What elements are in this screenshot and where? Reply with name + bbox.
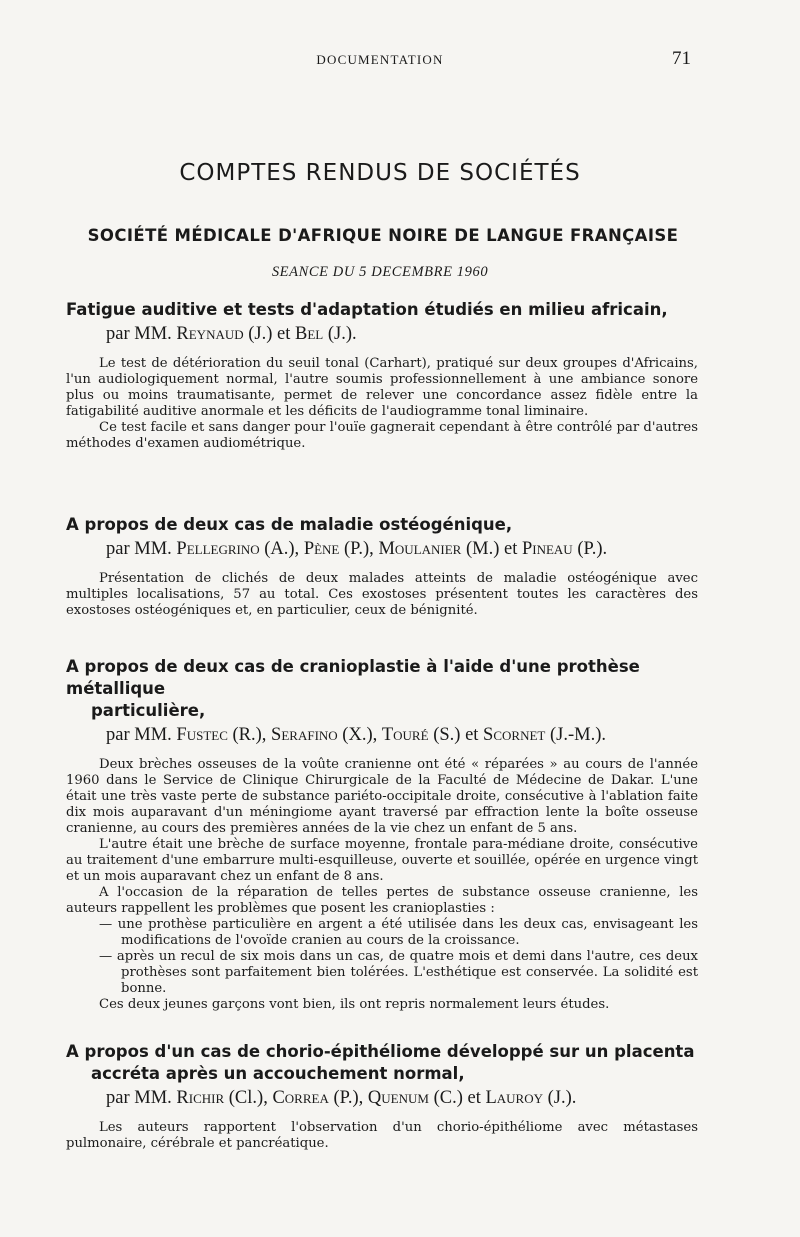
article-authors xyxy=(66,723,698,747)
article-authors xyxy=(66,322,698,346)
author-initials: (X.), xyxy=(342,725,378,745)
author-initials: (M.) xyxy=(465,539,500,559)
authors-conjunction: et xyxy=(465,725,479,745)
author-name: Bel xyxy=(295,324,324,344)
author-initials: (C.) xyxy=(433,1088,463,1108)
author-initials: (R.), xyxy=(232,725,267,745)
article-title xyxy=(66,656,698,722)
author-name: Pineau xyxy=(521,539,573,559)
author-initials: (J.). xyxy=(327,324,357,344)
author-name: Quenum xyxy=(367,1088,429,1108)
article-title xyxy=(66,1041,698,1085)
author-name: Serafino xyxy=(271,725,338,745)
article-paragraph: L'autre était une brèche de surface moyenne, frontale para-médiane droite, consécutive au traitement d'une embarrure multi-esquilleuse, ouverte et souillée, opérée en urgence vingt et un mois auparavant chez un enfant de 8 ans. xyxy=(66,837,698,884)
article-paragraph: Deux brèches osseuses de la voûte cranienne ont été « réparées » au cours de l'année 1960 dans le Service de Clinique Chirurgicale de la Faculté de Médecine de Dakar. L'une était une très vaste perte de substance pariéto-occipitale droite, consécutive à l'ablation faite dix mois auparavant d'un méningiome ayant traversé par effraction lente la boîte osseuse cranienne, au cours des premières années de la vie chez un enfant de 5 ans. xyxy=(66,757,698,836)
author-initials: (J.). xyxy=(547,1088,577,1108)
article-osteogenic-disease xyxy=(66,514,698,619)
running-head: DOCUMENTATION xyxy=(316,52,444,67)
author-name: Lauroy xyxy=(485,1088,544,1108)
author-name: Touré xyxy=(381,725,429,745)
author-initials: (P.). xyxy=(577,539,608,559)
author-initials: (S.) xyxy=(433,725,461,745)
article-title: Fatigue auditive et tests d'adaptation étudiés en milieu africain, xyxy=(66,300,668,319)
list-item: — une prothèse particulière en argent a été utilisée dans les deux cas, envisageant les modifications de l'ovoïde cranien au cours de la croissance. xyxy=(99,917,698,948)
author-name: Pellegrino xyxy=(176,539,260,559)
authors-prefix: par MM. xyxy=(106,324,172,344)
article-paragraph: Ce test facile et sans danger pour l'ouïe gagnerait cependant à être contrôlé par d'autres méthodes d'examen audiométrique. xyxy=(66,420,698,451)
article-paragraph: Le test de détérioration du seuil tonal (Carhart), pratiqué sur deux groupes d'Africains, l'un audiologiquement normal, l'autre soumis professionnellement à une ambiance sonore plus ou moins traumatisante, permet de relever une concordance assez fidèle entre la fatigabilité auditive anormale et les déficits de l'audiogramme tonal liminaire. xyxy=(66,356,698,419)
authors-prefix: par MM. xyxy=(106,1088,172,1108)
author-initials: (A.), xyxy=(264,539,300,559)
authors-prefix: par MM. xyxy=(106,725,172,745)
article-title-line: A propos d'un cas de chorio-épithéliome développé sur un placenta xyxy=(66,1042,695,1061)
list-item: — après un recul de six mois dans un cas, de quatre mois et demi dans l'autre, ces deux prothèses sont parfaitement bien tolérées. L'esthétique est conservée. La solidité est bonne. xyxy=(99,949,698,996)
article-hearing-fatigue xyxy=(66,299,698,452)
section-title: COMPTES RENDUS DE SOCIÉTÉS xyxy=(179,160,581,186)
article-title-line: A propos de deux cas de cranioplastie à l'aide d'une prothèse métallique xyxy=(66,657,640,698)
author-name: Moulanier xyxy=(378,539,462,559)
author-initials: (P.), xyxy=(333,1088,364,1108)
article-authors xyxy=(66,537,698,561)
article-cranioplasty xyxy=(66,656,698,1013)
authors-conjunction: et xyxy=(503,539,518,559)
article-choriocarcinoma xyxy=(66,1041,698,1152)
authors-conjunction: et xyxy=(277,324,291,344)
author-name: Scornet xyxy=(483,725,546,745)
author-name: Richir xyxy=(176,1088,225,1108)
article-title-line: particulière, xyxy=(91,701,206,720)
article-paragraph: Les auteurs rapportent l'observation d'un chorio-épithéliome avec métastases pulmonaire, cérébrale et pancréatique. xyxy=(66,1120,698,1151)
authors-conjunction: et xyxy=(467,1088,481,1108)
article-title-line: accréta après un accouchement normal, xyxy=(91,1064,465,1083)
article-authors xyxy=(66,1086,698,1110)
authors-prefix: par MM. xyxy=(106,539,172,559)
author-name: Fustec xyxy=(176,725,228,745)
article-paragraph: A l'occasion de la réparation de telles pertes de substance osseuse cranienne, les auteurs rappellent les problèmes que posent les cranioplasties : xyxy=(66,885,698,916)
session-date: SEANCE DU 5 DECEMBRE 1960 xyxy=(271,264,489,280)
author-name: Reynaud xyxy=(176,324,244,344)
author-initials: (Cl.), xyxy=(228,1088,268,1108)
article-paragraph: Présentation de clichés de deux malades atteints de maladie ostéogénique avec multiples localisations, 57 au total. Ces exostoses présentent toutes les caractères des exostoses ostéogéniques et, en particulier, ceux de bénignité. xyxy=(66,571,698,618)
author-initials: (J.) xyxy=(248,324,273,344)
author-initials: (P.), xyxy=(344,539,374,559)
author-name: Correa xyxy=(272,1088,329,1108)
author-initials: (J.-M.). xyxy=(549,725,606,745)
page-number: 71 xyxy=(672,48,691,69)
society-title: SOCIÉTÉ MÉDICALE D'AFRIQUE NOIRE DE LANGUE FRANÇAISE xyxy=(87,226,679,245)
article-paragraph: Ces deux jeunes garçons vont bien, ils ont repris normalement leurs études. xyxy=(99,997,610,1012)
author-name: Pène xyxy=(303,539,340,559)
article-title: A propos de deux cas de maladie ostéogénique, xyxy=(66,515,513,534)
